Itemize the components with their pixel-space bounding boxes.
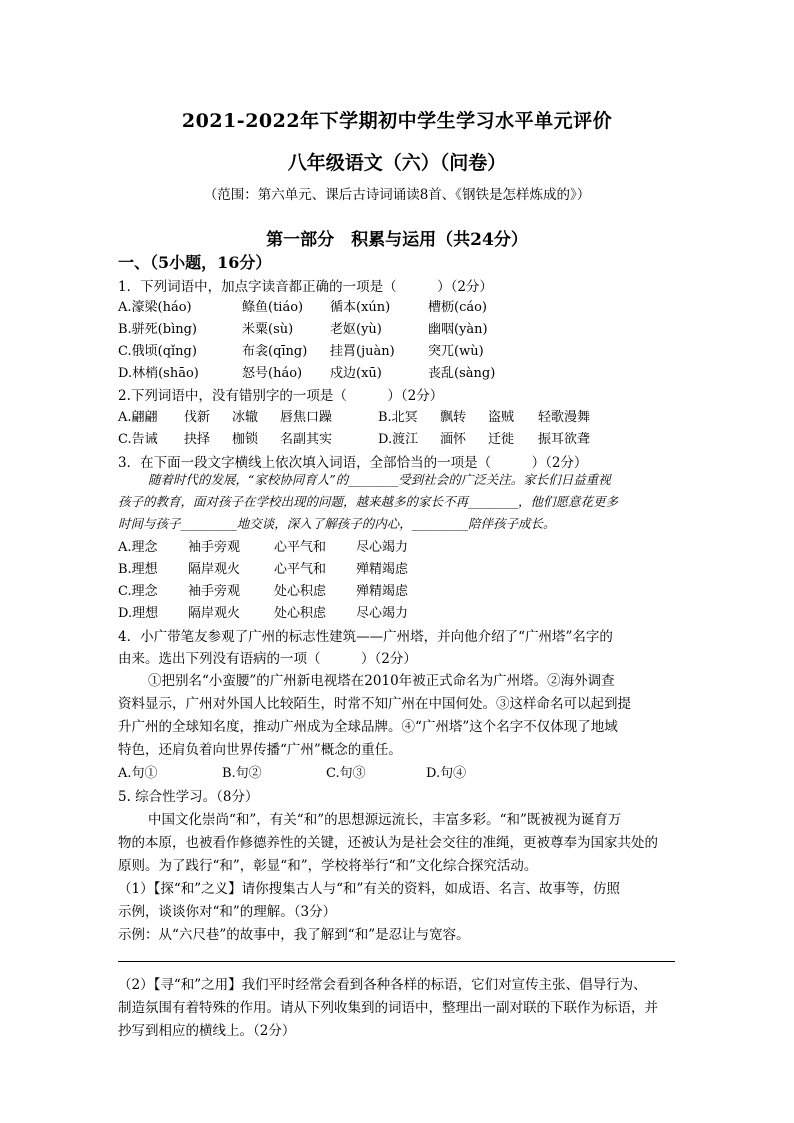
q3-cell: 殚精竭虑 [356, 584, 409, 599]
q3-passage-line: 孩子的教育，面对孩子在学校出现的问题，越来越多的家长不再________，他们愿意花更多 [118, 494, 619, 509]
q4-passage-line: 资料显示，广州对外国人比较陌生，时常不知广州在中国何处。③这样命名可以起到提 [118, 696, 631, 712]
q5-example: 示例：从“六尺巷”的故事中，我了解到“和”是忍让与宽容。 [118, 927, 470, 943]
q2-cell: 枷锁 [232, 432, 259, 447]
q2-cell: 迁徙 [488, 432, 515, 447]
q2-cell: D.渡江 [378, 432, 419, 447]
q2-cell: 唇焦口躁 [280, 410, 333, 425]
q1-cell: B.骈死(bìng) [118, 322, 198, 337]
q2-stem: 2.下列词语中，没有错别字的一项是（ ）（2分） [118, 388, 444, 404]
q2-cell: A.翩翩 [118, 410, 158, 425]
q3-cell: 心平气和 [274, 562, 327, 577]
q3-cell: 处心积虑 [274, 606, 327, 621]
q4-option: C.句③ [326, 766, 366, 781]
q2-cell: 盗贼 [488, 410, 515, 425]
q2-cell: 抉择 [184, 432, 211, 447]
q5-intro-line: 物的本原，也被看作修德养性的关键，还被认为是社会交往的准绳，更被尊奉为国家共处的 [118, 835, 658, 851]
q4-option: D.句④ [426, 766, 467, 781]
q1-cell: 鲦鱼(tiáo) [242, 300, 304, 315]
q3-cell: A.理念 [118, 540, 158, 555]
q3-cell: 隔岸观火 [188, 606, 241, 621]
exam-subtitle: 八年级语文（六）（问卷） [287, 152, 507, 174]
q1-cell: 幽咽(yàn) [428, 322, 488, 337]
q5-stem: 5. 综合性学习。（8分） [118, 789, 259, 805]
q1-cell: 挂罥(juàn) [330, 344, 395, 359]
q3-passage-line: 随着时代的发展，“家校协同育人”的________受到社会的广泛关注。家长们日益重视 [148, 472, 611, 487]
exam-scope: （范围：第六单元、课后古诗词诵读8首、《钢铁是怎样炼成的》） [203, 187, 591, 203]
q5-sub1-line: 示例，谈谈你对“和”的理解。（3分） [118, 904, 337, 920]
q1-cell: 米粟(sù) [242, 322, 294, 337]
q4-stem-line: 由来。选出下列没有语病的一项（ ）（2分） [118, 651, 417, 667]
q2-cell: 湎怀 [440, 432, 467, 447]
section-divider [118, 961, 675, 962]
q3-cell: 袖手旁观 [188, 540, 241, 555]
q4-passage-line: ①把别名“小蛮腰”的广州新电视塔在2010年被正式命名为广州塔。②海外调查 [148, 673, 615, 689]
q2-cell: 名副其实 [280, 432, 333, 447]
q4-passage-line: 特色，还肩负着向世界传播“广州”概念的重任。 [118, 742, 402, 758]
q1-cell: 槽枥(cáo) [428, 300, 488, 315]
q2-cell: 冰辙 [232, 410, 259, 425]
q5-intro-line: 原则。为了践行“和”，彰显“和”，学校将举行“和”文化综合探究活动。 [118, 858, 538, 874]
q2-cell: 飘转 [440, 410, 467, 425]
q3-stem: 3．在下面一段文字横线上依次填入词语，全部恰当的一项是（ ）（2分） [118, 455, 588, 471]
q4-option: B.句② [222, 766, 262, 781]
q1-cell: 怒号(háo) [242, 366, 303, 381]
q1-cell: 突兀(wù) [428, 344, 484, 359]
q1-cell: 老妪(yù) [330, 322, 382, 337]
q5-sub2-line: 抄写到相应的横线上。（2分） [118, 1023, 296, 1039]
q2-cell: 轻歌漫舞 [538, 410, 591, 425]
q3-cell: 殚精竭虑 [356, 562, 409, 577]
section1-heading: 一、（5小题，16分） [118, 253, 272, 272]
q3-cell: 心平气和 [274, 540, 327, 555]
q2-cell: B.北冥 [378, 410, 418, 425]
q1-stem: 1．下列词语中，加点字读音都正确的一项是（ ）（2分） [118, 279, 493, 295]
q2-cell: 振耳欲聋 [538, 432, 591, 447]
q3-passage-line: 时间与孩子_________地交谈，深入了解孩子的内心，_________陪伴孩子成长。 [118, 516, 556, 531]
q3-cell: 尽心竭力 [356, 606, 409, 621]
q4-stem-line: 4．小广带笔友参观了广州的标志性建筑——广州塔，并向他介绍了“广州塔”名字的 [118, 629, 613, 645]
q2-cell: C.告诫 [118, 432, 158, 447]
exam-title: 2021-2022年下学期初中学生学习水平单元评价 [181, 110, 613, 132]
q1-cell: 循本(xún) [330, 300, 391, 315]
q1-cell: 戍边(xū) [330, 366, 382, 381]
q5-sub1-line: （1）【探“和”之义】请你搜集古人与“和”有关的资料，如成语、名言、故事等，仿照 [118, 881, 620, 897]
q4-passage-line: 升广州的全球知名度，推动广州成为全球品牌。④“广州塔”这个名字不仅体现了地域 [118, 719, 618, 735]
q4-option: A.句① [118, 766, 158, 781]
q3-cell: D.理想 [118, 606, 159, 621]
q5-sub2-line: 制造氛围有着特殊的作用。请从下列收集到的词语中，整理出一副对联的下联作为标语，并 [118, 1000, 658, 1016]
q5-sub2-line: （2）【寻“和”之用】我们平时经常会看到各种各样的标语，它们对宣传主张、倡导行为、 [118, 977, 647, 993]
q1-cell: D.林梢(shāo) [118, 366, 199, 381]
q1-cell: 丧乱(sàng) [428, 366, 496, 381]
q1-cell: A.濠梁(háo) [118, 300, 192, 315]
q3-cell: 隔岸观火 [188, 562, 241, 577]
q1-cell: C.俄顷(qǐng) [118, 344, 197, 359]
q3-cell: 袖手旁观 [188, 584, 241, 599]
q1-cell: 布衾(qīng) [242, 344, 308, 359]
q3-cell: C.理念 [118, 584, 158, 599]
q5-intro-line: 中国文化崇尚“和”，有关“和”的思想源远流长，丰富多彩。“和”既被视为诞育万 [148, 812, 622, 828]
q3-cell: B.理想 [118, 562, 158, 577]
q3-cell: 处心积虑 [274, 584, 327, 599]
part1-title: 第一部分 积累与运用（共24分） [266, 230, 528, 250]
q3-cell: 尽心竭力 [356, 540, 409, 555]
q2-cell: 伐新 [184, 410, 211, 425]
